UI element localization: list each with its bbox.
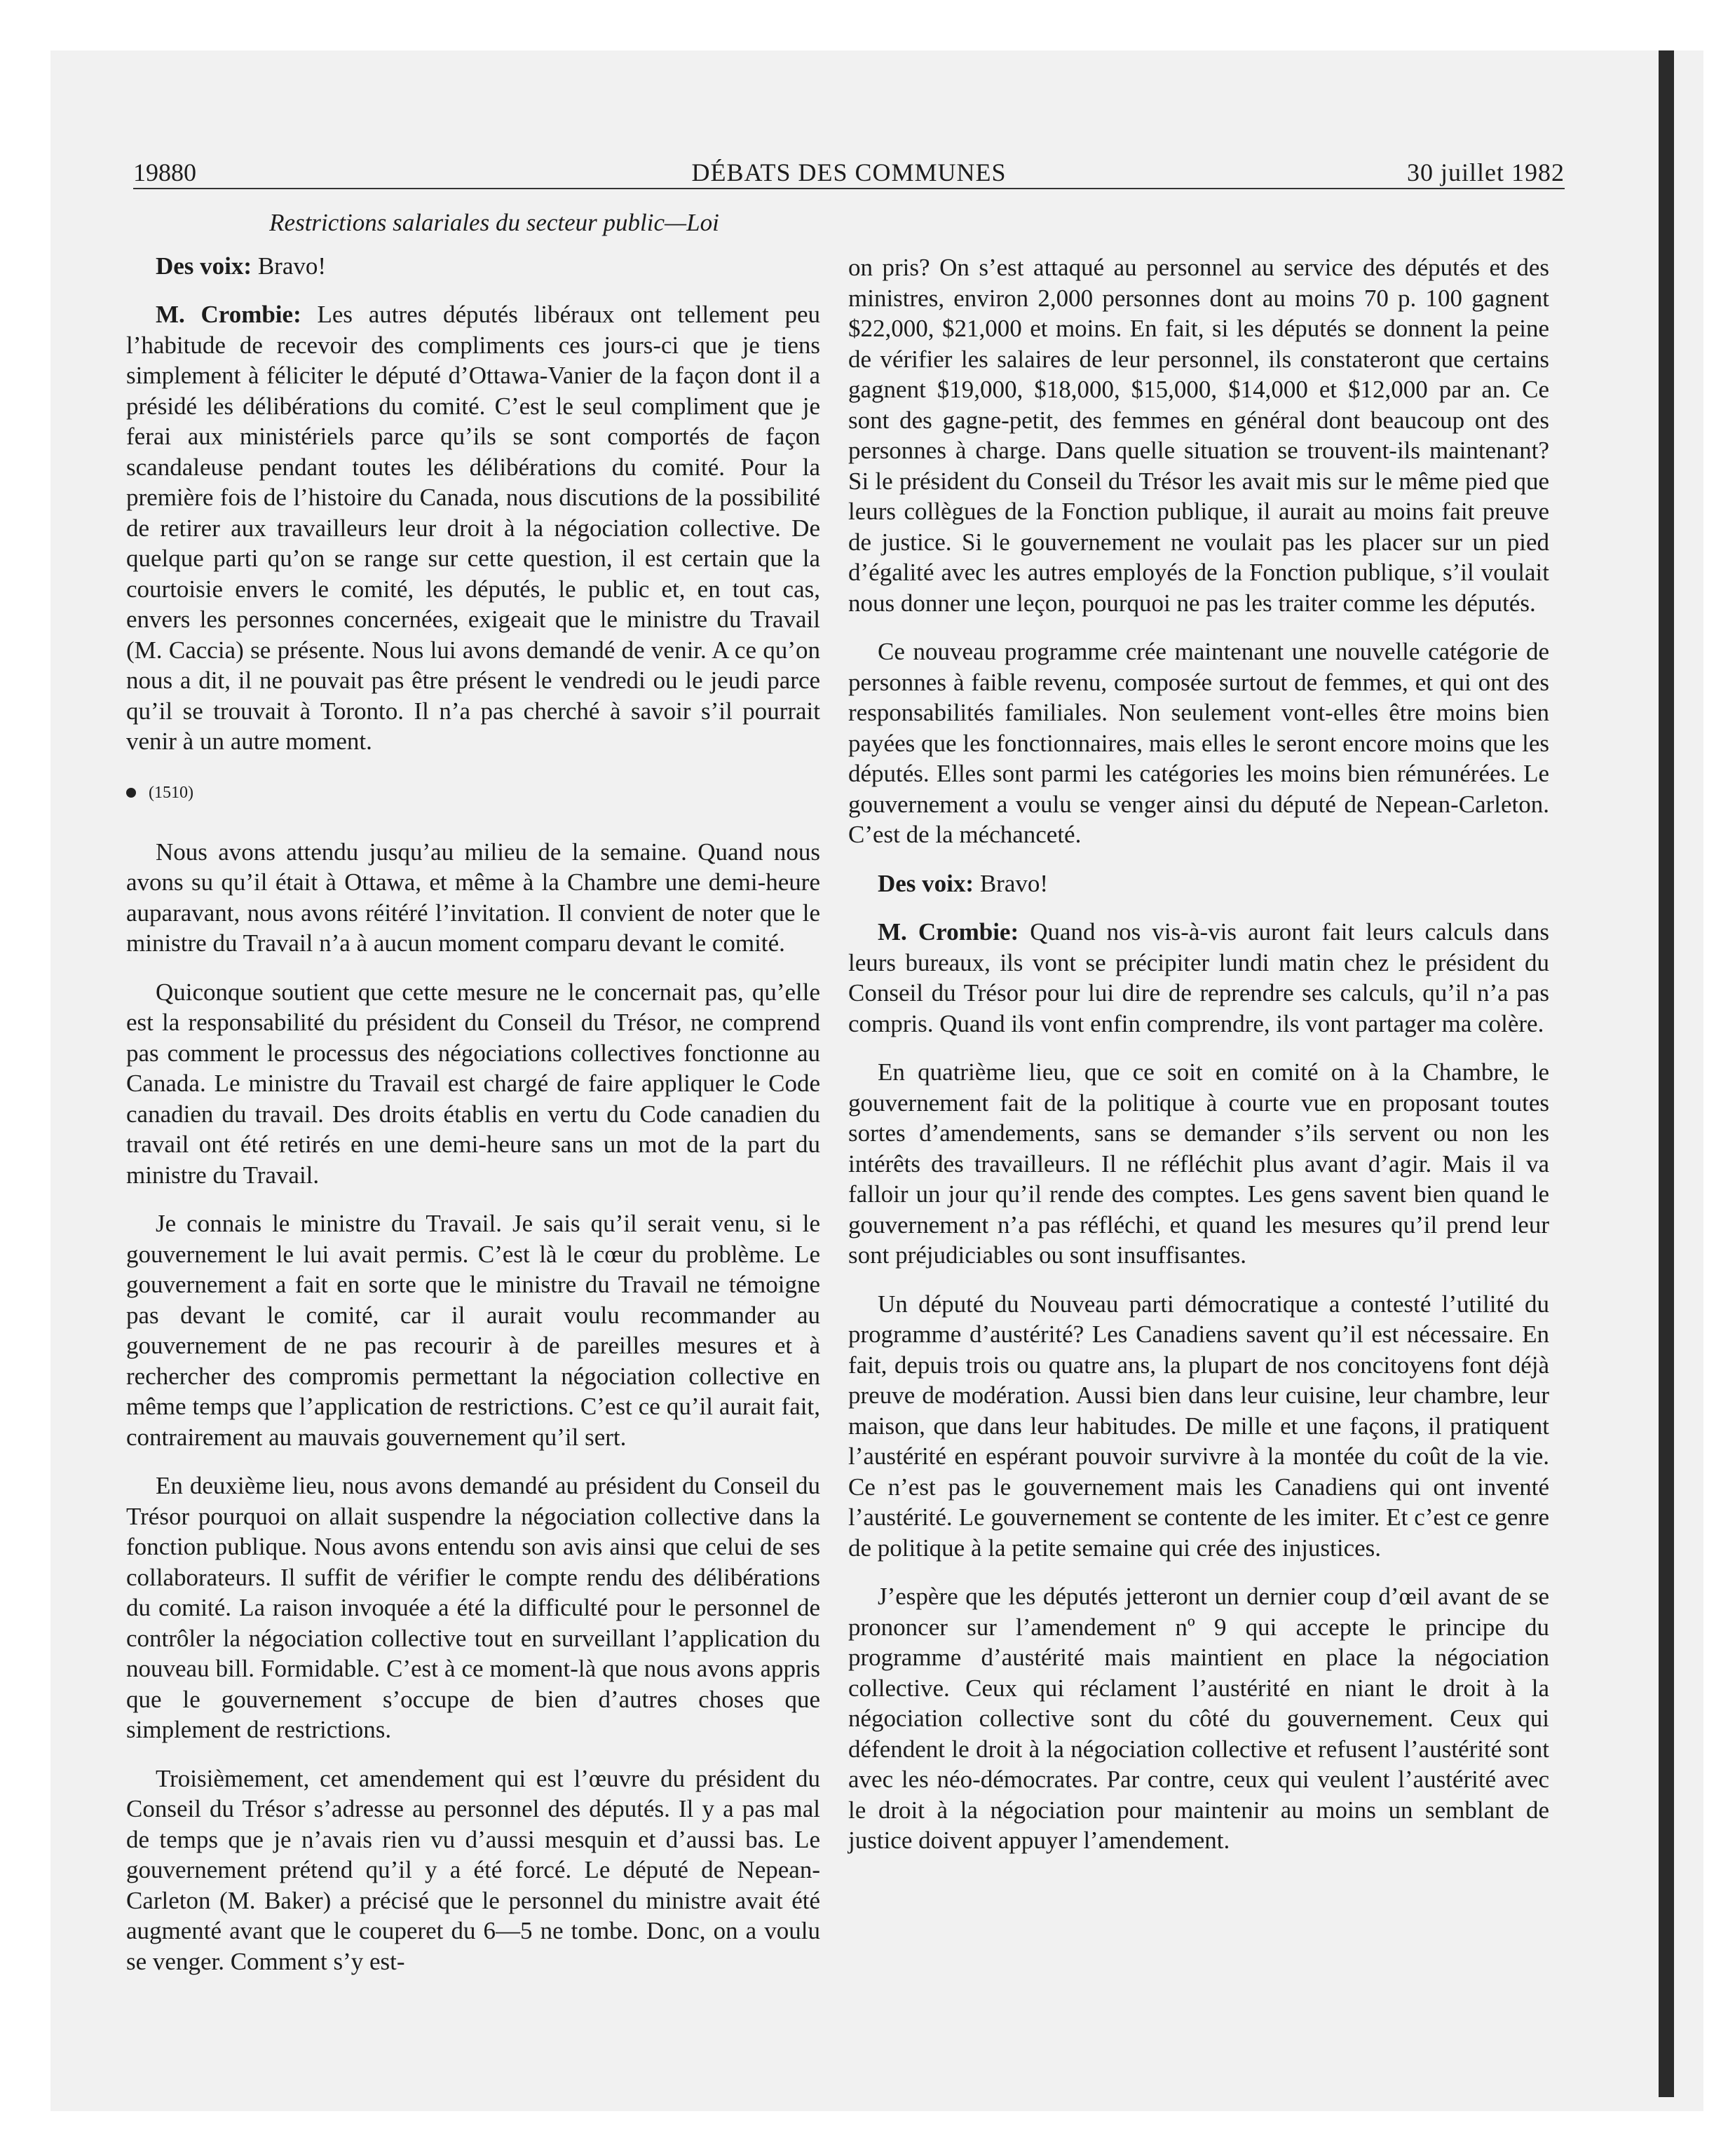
paragraph: on pris? On s’est attaqué au personnel au service des députés et des ministres, environ 2,000 personnes dont au moins 70 p. 100 gagnent $22,000, $21,000 et moins. En fait, si les députés se donnent la peine de vérifier les salaires de leur personnel, ils constateront que certains gagnent $19,000, $18,000, $15,000, $14,000 et $12,000 par an. Ce sont des gagne-petit, des femmes en général dont beaucoup ont des personnes à charge. Dans quelle situation se trouvent-ils maintenant? Si le président du Conseil du Trésor les avait mis sur le même pied que leurs collègues de la Fonction publique, il aurait au moins fait preuve de justice. Si le gouvernement ne voulait pas les placer sur un pied d’égalité avec les autres employés de la Fonction publique, s’il voulait nous donner une leçon, pourquoi ne pas les traiter comme les députés.	[848, 254, 1549, 617]
paragraph: En deuxième lieu, nous avons demandé au président du Conseil du Trésor pourquoi on allait suspendre la négociation collective dans la fonction publique. Nous avons entendu son avis ainsi que celui de ses collaborateurs. Il suffit de vérifier le compte rendu des délibérations du comité. La raison invoquée a été la difficulté pour le personnel de contrôler la négociation collective tout en surveillant l’application du nouveau bill. Formidable. C’est à ce moment-là que nous avons appris que le gouvernement s’occupe de bien d’autres choses que simplement de restrictions.	[126, 1472, 820, 1743]
speaker-name: Des voix:	[878, 869, 974, 897]
time-marker	[126, 782, 820, 803]
speech-text: Bravo!	[252, 252, 327, 280]
paragraph: Quiconque soutient que cette mesure ne le concernait pas, qu’elle est la responsabilité du président du Conseil du Trésor, ne comprend pas comment le processus des négociations collectives fonctionne au Canada. Le ministre du Travail est chargé de faire appliquer le Code canadien du travail. Des droits établis en vertu du Code canadien du travail ont été retirés en une demi-heure sans un mot de la part du ministre du Travail.	[126, 978, 820, 1189]
publication-title: DÉBATS DES COMMUNES	[691, 158, 1007, 186]
scan-edge-bar	[1659, 50, 1674, 2097]
paragraph: Ce nouveau programme crée maintenant une nouvelle catégorie de personnes à faible revenu, composée surtout de femmes, et qui ont des responsabilités familiales. Non seulement vont-elles être moins bien payées que les fonctionnaires, mais elles le seront encore moins que les députés. Elles sont parmi les catégories les moins bien rémunérées. Le gouvernement a voulu se venger ainsi du député de Nepean-Carleton. C’est de la méchanceté.	[848, 638, 1549, 848]
paragraph	[848, 917, 1549, 1039]
left-column	[126, 203, 820, 1995]
time-marker-text: (1510)	[149, 783, 193, 802]
speech-text: Quand nos vis-à-vis auront fait leurs calculs dans leurs bureaux, ils vont se précipiter lundi matin chez le président du Conseil du Trésor pour lui dire de reprendre ses calculs, qu’il n’a pas compris. Quand ils vont enfin comprendre, ils vont partager ma colère.	[848, 918, 1549, 1037]
speech-text: Les autres députés libéraux ont tellement peu l’habitude de recevoir des compliments ces jours-ci que je tiens simplement à féliciter le député d’Ottawa-Vanier de la façon dont il a présidé les délibérations du comité. C’est le seul compliment que je ferai aux ministériels parce qu’ils se sont comportés de façon scandaleuse pendant toutes les délibérations du comité. Pour la première fois de l’histoire du Canada, nous discutions de la possibilité de retirer aux travailleurs leur droit à la négociation collective. De quelque parti qu’on se range sur cette question, il est certain que la courtoisie envers le comité, les députés, le public et, en tout cas, envers les personnes concernées, exigeait que le ministre du Travail (M. Caccia) se présente. Nous lui avons demandé de venir. A ce qu’on nous a dit, il ne pouvait pas être présent le vendredi ou le jeudi parce qu’il se trouvait à Toronto. Il n’a pas cherché à savoir s’il pourrait venir à un autre moment.	[126, 301, 820, 755]
paragraph: Je connais le ministre du Travail. Je sais qu’il serait venu, si le gouvernement le lui avait permis. C’est là le cœur du problème. Le gouvernement a fait en sorte que le ministre du Travail ne témoigne pas devant le comité, car il aurait voulu recommander au gouvernement de ne pas recourir à de pareilles mesures et à rechercher des compromis permettant la négociation collective en même temps que l’application de restrictions. C’est ce qu’il aurait fait, contrairement au mauvais gouvernement qu’il sert.	[126, 1210, 820, 1451]
page-header	[133, 157, 1565, 188]
header-rule	[133, 188, 1565, 189]
speaker-name: M. Crombie:	[156, 301, 301, 328]
paragraph	[126, 251, 820, 282]
speaker-name: M. Crombie:	[878, 918, 1019, 946]
page-date: 30 juillet 1982	[1407, 158, 1565, 186]
page-number: 19880	[133, 158, 196, 186]
paragraph: En quatrième lieu, que ce soit en comité on à la Chambre, le gouvernement fait de la politique à courte vue en proposant toutes sortes d’amendements, sans se demander s’ils servent ou non les intérêts des travailleurs. Il ne réfléchit plus avant d’agir. Mais il va falloir un jour qu’il rende des comptes. Les gens savent bien quand le gouvernement n’a pas réfléchi, et quand les mesures qu’il prend leur sont préjudiciables ou sont insuffisantes.	[848, 1058, 1549, 1269]
paragraph: Un député du Nouveau parti démocratique a contesté l’utilité du programme d’austérité? Les Canadiens savent qu’il est nécessaire. En fait, depuis trois ou quatre ans, la plupart de nos concitoyens font déjà preuve de modération. Aussi bien dans leur cuisine, leur chambre, leur maison, que dans leur habitudes. De mille et une façons, il pratiquent l’austérité en espérant pouvoir survivre à la montée du coût de la vie. Ce n’est pas le gouvernement mais les Canadiens qui ont inventé l’austérité. Le gouvernement se contente de les imiter. Et c’est ce genre de politique à la petite semaine qui crée des injustices.	[848, 1290, 1549, 1562]
right-column	[848, 252, 1549, 1874]
subject-heading: Restrictions salariales du secteur public—Loi	[269, 209, 719, 236]
speaker-name: Des voix:	[156, 252, 252, 280]
paragraph: J’espère que les députés jetteront un dernier coup d’œil avant de se prononcer sur l’amendement nº 9 qui accepte le principe du programme d’austérité mais maintient en place la négociation collective. Ceux qui réclament l’austérité en niant le droit à la négociation collective sont du côté du gouvernement. Ceux qui défendent le droit à la négociation collective et refusent l’austérité sont avec les néo-démocrates. Par contre, ceux qui veulent l’austérité avec le droit à la négociation pour maintenir au moins un semblant de justice doivent appuyer l’amendement.	[848, 1583, 1549, 1854]
paragraph: Troisièmement, cet amendement qui est l’œuvre du président du Conseil du Trésor s’adresse au personnel des députés. Il y a pas mal de temps que je n’avais rien vu d’aussi mesquin et d’aussi bas. Le gouvernement prétend qu’il y a été forcé. Le député de Nepean-Carleton (M. Baker) a précisé que le personnel du ministre avait été augmenté avant que le couperet du 6—5 ne tombe. Donc, on a voulu se venger. Comment s’y est-	[126, 1764, 820, 1975]
paragraph: Nous avons attendu jusqu’au milieu de la semaine. Quand nous avons su qu’il était à Ottawa, et même à la Chambre une demi-heure auparavant, nous avons réitéré l’invitation. Il convient de noter que le ministre du Travail n’a à aucun moment comparu devant le comité.	[126, 838, 820, 957]
paragraph	[848, 868, 1549, 899]
bullet-icon	[126, 788, 136, 798]
paragraph	[126, 299, 820, 757]
speech-text: Bravo!	[974, 869, 1049, 897]
